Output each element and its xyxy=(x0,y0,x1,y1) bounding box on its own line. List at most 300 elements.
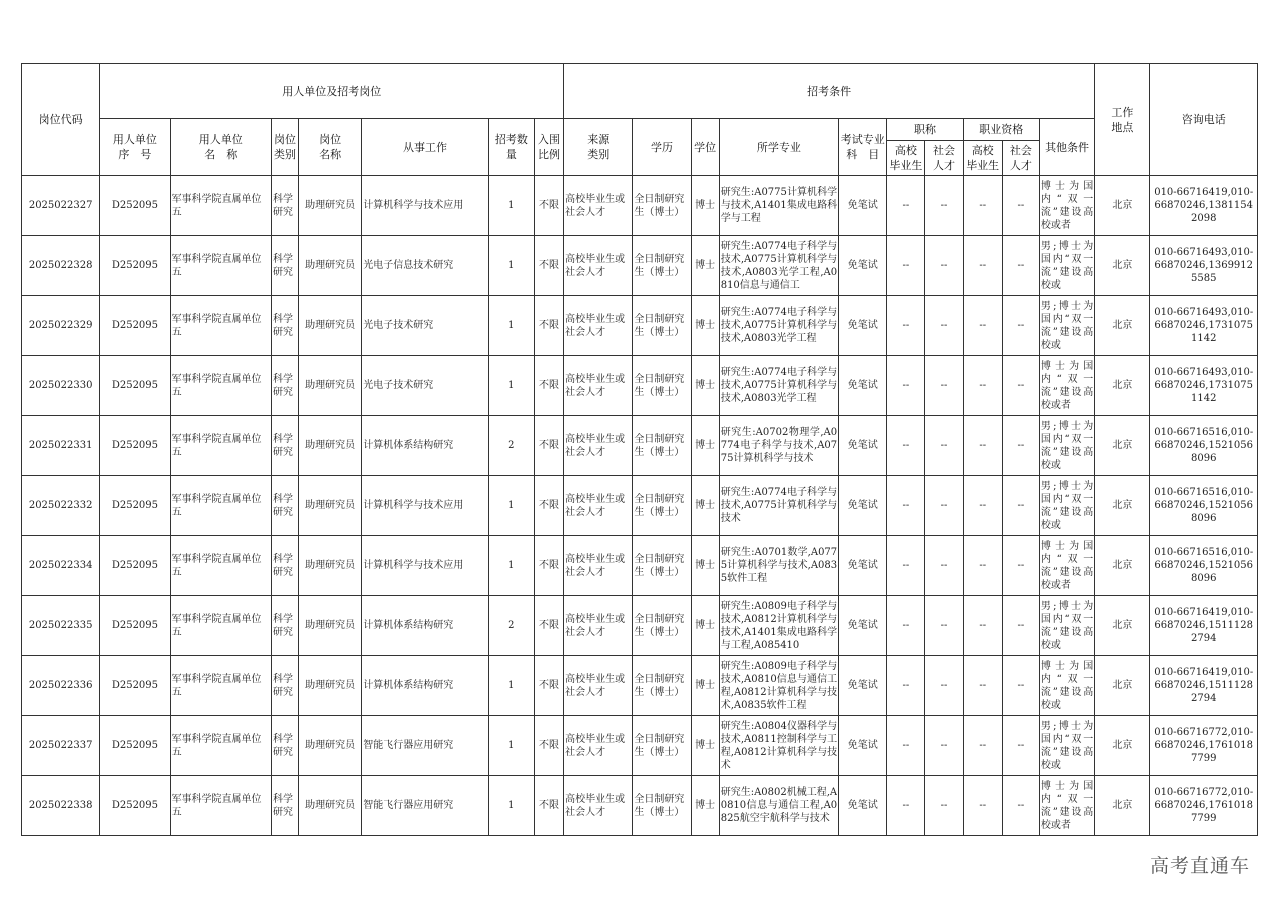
cell-exam xyxy=(839,776,887,836)
cell-phone-text: 010-66716493,010-66870246,17310751142 xyxy=(1154,307,1254,344)
cell-unit-name xyxy=(170,536,271,596)
cell-location-text: 北京 xyxy=(1112,500,1133,511)
cell-count xyxy=(488,176,534,236)
cell-work xyxy=(362,176,488,236)
cell-qual-graduate xyxy=(963,236,1002,296)
cell-degree xyxy=(691,356,719,416)
cell-source xyxy=(564,596,633,656)
cell-ratio-text: 不限 xyxy=(539,800,560,811)
cell-qual-social-text: -- xyxy=(1017,260,1025,271)
cell-count-text: 2 xyxy=(508,440,515,451)
cell-qual-graduate xyxy=(963,416,1002,476)
cell-post-type xyxy=(271,356,298,416)
cell-major-text: 研究生:A0774电子科学与技术,A0775计算机科学与技术,A0803光学工程,A0810信息与通信工 xyxy=(720,240,838,291)
cell-title-graduate-text: -- xyxy=(902,380,910,391)
cell-qual-social-text: -- xyxy=(1017,380,1025,391)
cell-post-type xyxy=(271,536,298,596)
cell-education-text: 全日制研究生（博士） xyxy=(634,373,685,398)
cell-major xyxy=(719,656,838,716)
cell-post-code-text: 2025022337 xyxy=(28,740,93,751)
cell-phone-text: 010-66716493,010-66870246,17310751142 xyxy=(1154,367,1254,404)
cell-qual-social-text: -- xyxy=(1017,800,1025,811)
cell-work xyxy=(362,236,488,296)
cell-source xyxy=(564,776,633,836)
cell-post-code-text: 2025022329 xyxy=(28,320,93,331)
cell-title-social xyxy=(925,716,963,776)
cell-post-name-text: 助理研究员 xyxy=(305,320,356,331)
cell-location-text: 北京 xyxy=(1112,440,1133,451)
cell-source-text: 高校毕业生或社会人才 xyxy=(565,493,626,518)
cell-title-social xyxy=(925,416,963,476)
cell-post-code xyxy=(22,416,100,476)
cell-post-type xyxy=(271,416,298,476)
cell-major-text: 研究生:A0804仪器科学与技术,A0811控制科学与工程,A0812计算机科学与技术 xyxy=(720,720,838,771)
cell-post-type-text: 科学研究 xyxy=(272,793,293,818)
cell-post-name xyxy=(299,716,362,776)
cell-qual-social xyxy=(1002,776,1039,836)
cell-count xyxy=(488,236,534,296)
cell-phone-text: 010-66716772,010-66870246,17610187799 xyxy=(1154,727,1254,764)
table-row xyxy=(22,596,1258,656)
cell-qual-social-text: -- xyxy=(1017,620,1025,631)
cell-major xyxy=(719,296,838,356)
cell-post-name xyxy=(299,356,362,416)
cell-title-social-text: -- xyxy=(940,800,948,811)
cell-work-text: 光电子技术研究 xyxy=(363,320,434,331)
cell-post-code-text: 2025022330 xyxy=(28,380,93,391)
cell-degree-text: 博士 xyxy=(695,680,716,691)
header-qualification-group: 职业资格 xyxy=(963,119,1039,141)
cell-location xyxy=(1095,296,1150,356)
cell-post-name-text: 助理研究员 xyxy=(305,560,356,571)
cell-work-text: 计算机科学与技术应用 xyxy=(363,200,464,211)
cell-unit-seq-text: D252095 xyxy=(111,740,159,751)
cell-title-graduate xyxy=(887,536,925,596)
cell-education xyxy=(633,656,691,716)
cell-ratio xyxy=(534,536,563,596)
cell-education-text: 全日制研究生（博士） xyxy=(634,793,685,818)
cell-qual-graduate xyxy=(963,656,1002,716)
cell-post-name-text: 助理研究员 xyxy=(305,440,356,451)
cell-qual-social-text: -- xyxy=(1017,560,1025,571)
cell-title-social-text: -- xyxy=(940,380,948,391)
cell-post-type xyxy=(271,716,298,776)
cell-qual-graduate xyxy=(963,176,1002,236)
table-row xyxy=(22,296,1258,356)
cell-phone xyxy=(1150,656,1258,716)
cell-qual-graduate-text: -- xyxy=(979,440,987,451)
cell-unit-name xyxy=(170,236,271,296)
cell-post-code-text: 2025022328 xyxy=(28,260,93,271)
cell-post-name-text: 助理研究员 xyxy=(305,680,356,691)
cell-post-name xyxy=(299,296,362,356)
cell-post-name xyxy=(299,776,362,836)
cell-education xyxy=(633,716,691,776)
header-title-social: 社会 人才 xyxy=(925,141,963,176)
cell-degree xyxy=(691,536,719,596)
cell-unit-seq-text: D252095 xyxy=(111,380,159,391)
cell-major xyxy=(719,596,838,656)
cell-other xyxy=(1039,296,1094,356)
cell-exam-text: 免笔试 xyxy=(847,560,878,571)
cell-ratio-text: 不限 xyxy=(539,380,560,391)
cell-qual-graduate-text: -- xyxy=(979,260,987,271)
cell-major-text: 研究生:A0702物理学,A0774电子科学与技术,A0775计算机科学与技术 xyxy=(720,427,838,464)
cell-post-code-text: 2025022332 xyxy=(28,500,93,511)
cell-title-graduate-text: -- xyxy=(902,560,910,571)
cell-education-text: 全日制研究生（博士） xyxy=(634,313,685,338)
cell-work-text: 光电子技术研究 xyxy=(363,380,434,391)
cell-ratio xyxy=(534,356,563,416)
cell-phone-text: 010-66716516,010-66870246,15210568096 xyxy=(1154,547,1254,584)
header-exam-subject: 考试专业 科 目 xyxy=(839,119,887,176)
cell-qual-graduate xyxy=(963,536,1002,596)
cell-exam-text: 免笔试 xyxy=(847,740,878,751)
cell-title-graduate-text: -- xyxy=(902,320,910,331)
cell-ratio-text: 不限 xyxy=(539,680,560,691)
watermark-logo-text: 高考直通车 xyxy=(1149,855,1250,877)
cell-unit-name-text: 军事科学院直属单位五 xyxy=(171,253,262,278)
cell-major xyxy=(719,176,838,236)
cell-other xyxy=(1039,356,1094,416)
cell-work xyxy=(362,416,488,476)
header-title-group: 职称 xyxy=(887,119,963,141)
cell-source xyxy=(564,536,633,596)
cell-phone-text: 010-66716493,010-66870246,13699125585 xyxy=(1154,247,1254,284)
cell-post-type xyxy=(271,176,298,236)
cell-phone xyxy=(1150,776,1258,836)
cell-post-name xyxy=(299,656,362,716)
cell-exam-text: 免笔试 xyxy=(847,380,878,391)
cell-exam-text: 免笔试 xyxy=(847,200,878,211)
cell-unit-name xyxy=(170,776,271,836)
cell-location-text: 北京 xyxy=(1112,620,1133,631)
cell-exam xyxy=(839,296,887,356)
cell-source xyxy=(564,476,633,536)
cell-location xyxy=(1095,476,1150,536)
cell-degree-text: 博士 xyxy=(695,740,716,751)
cell-major-text: 研究生:A0809电子科学与技术,A0812计算机科学与技术,A1401集成电路科学与工程,A085410 xyxy=(720,600,838,651)
cell-exam xyxy=(839,236,887,296)
cell-unit-name-text: 军事科学院直属单位五 xyxy=(171,613,262,638)
cell-title-social-text: -- xyxy=(940,260,948,271)
cell-phone xyxy=(1150,716,1258,776)
cell-qual-graduate-text: -- xyxy=(979,200,987,211)
cell-education-text: 全日制研究生（博士） xyxy=(634,493,685,518)
cell-degree xyxy=(691,236,719,296)
cell-work-text: 计算机体系结构研究 xyxy=(363,680,454,691)
cell-title-graduate-text: -- xyxy=(902,680,910,691)
cell-unit-name xyxy=(170,296,271,356)
cell-unit-name-text: 军事科学院直属单位五 xyxy=(171,433,262,458)
cell-post-name-text: 助理研究员 xyxy=(305,380,356,391)
cell-unit-seq xyxy=(100,356,170,416)
cell-post-type xyxy=(271,596,298,656)
cell-phone-text: 010-66716419,010-66870246,13811542098 xyxy=(1154,187,1254,224)
cell-degree xyxy=(691,476,719,536)
cell-education xyxy=(633,476,691,536)
cell-post-type-text: 科学研究 xyxy=(272,193,293,218)
cell-ratio xyxy=(534,296,563,356)
cell-post-code-text: 2025022327 xyxy=(28,200,93,211)
cell-unit-seq-text: D252095 xyxy=(111,680,159,691)
cell-work-text: 智能飞行器应用研究 xyxy=(363,740,454,751)
cell-qual-social xyxy=(1002,176,1039,236)
cell-location-text: 北京 xyxy=(1112,680,1133,691)
header-count: 招考数量 xyxy=(488,119,534,176)
cell-post-type-text: 科学研究 xyxy=(272,613,293,638)
cell-unit-seq-text: D252095 xyxy=(111,260,159,271)
cell-title-graduate-text: -- xyxy=(902,800,910,811)
cell-exam xyxy=(839,416,887,476)
cell-post-code xyxy=(22,536,100,596)
cell-degree-text: 博士 xyxy=(695,500,716,511)
cell-major xyxy=(719,716,838,776)
cell-degree-text: 博士 xyxy=(695,320,716,331)
cell-post-code-text: 2025022331 xyxy=(28,440,93,451)
cell-exam-text: 免笔试 xyxy=(847,260,878,271)
cell-qual-graduate-text: -- xyxy=(979,500,987,511)
cell-unit-seq xyxy=(100,656,170,716)
cell-education xyxy=(633,776,691,836)
cell-post-type xyxy=(271,656,298,716)
cell-location xyxy=(1095,416,1150,476)
cell-work xyxy=(362,716,488,776)
table-row xyxy=(22,776,1258,836)
cell-unit-seq xyxy=(100,176,170,236)
cell-work xyxy=(362,296,488,356)
cell-work-text: 计算机科学与技术应用 xyxy=(363,500,464,511)
cell-title-social xyxy=(925,296,963,356)
cell-education xyxy=(633,176,691,236)
cell-work-text: 计算机体系结构研究 xyxy=(363,440,454,451)
cell-major-text: 研究生:A0775计算机科学与技术,A1401集成电路科学与工程 xyxy=(720,187,838,224)
cell-work xyxy=(362,356,488,416)
cell-post-code xyxy=(22,296,100,356)
header-degree: 学位 xyxy=(691,119,719,176)
cell-phone-text: 010-66716516,010-66870246,15210568096 xyxy=(1154,427,1254,464)
cell-count xyxy=(488,476,534,536)
cell-phone xyxy=(1150,356,1258,416)
cell-major xyxy=(719,356,838,416)
cell-title-graduate xyxy=(887,356,925,416)
cell-education xyxy=(633,236,691,296)
cell-count-text: 1 xyxy=(508,560,515,571)
header-group-unit-post: 用人单位及招考岗位 xyxy=(100,64,564,119)
cell-ratio xyxy=(534,236,563,296)
cell-major xyxy=(719,236,838,296)
cell-title-social xyxy=(925,176,963,236)
cell-other xyxy=(1039,236,1094,296)
cell-exam-text: 免笔试 xyxy=(847,440,878,451)
cell-qual-graduate xyxy=(963,716,1002,776)
cell-exam xyxy=(839,596,887,656)
table-row xyxy=(22,416,1258,476)
header-qual-social: 社会 人才 xyxy=(1002,141,1039,176)
cell-title-social xyxy=(925,656,963,716)
cell-work xyxy=(362,476,488,536)
cell-other xyxy=(1039,776,1094,836)
cell-title-social-text: -- xyxy=(940,200,948,211)
cell-post-code xyxy=(22,476,100,536)
header-title-graduate: 高校 毕业生 xyxy=(887,141,925,176)
cell-location-text: 北京 xyxy=(1112,200,1133,211)
cell-unit-seq xyxy=(100,536,170,596)
cell-degree-text: 博士 xyxy=(695,440,716,451)
cell-major-text: 研究生:A0809电子科学与技术,A0810信息与通信工程,A0812计算机科学与技术,A0835软件工程 xyxy=(720,660,838,711)
cell-title-social-text: -- xyxy=(940,500,948,511)
cell-education-text: 全日制研究生（博士） xyxy=(634,733,685,758)
cell-post-name xyxy=(299,476,362,536)
cell-ratio xyxy=(534,776,563,836)
cell-ratio-text: 不限 xyxy=(539,620,560,631)
cell-qual-social xyxy=(1002,356,1039,416)
header-post-code: 岗位代码 xyxy=(22,64,100,176)
cell-unit-name-text: 军事科学院直属单位五 xyxy=(171,373,262,398)
cell-major-text: 研究生:A0701数学,A0775计算机科学与技术,A0835软件工程 xyxy=(720,547,838,584)
cell-source xyxy=(564,176,633,236)
cell-work-text: 智能飞行器应用研究 xyxy=(363,800,454,811)
cell-title-social-text: -- xyxy=(940,680,948,691)
cell-phone xyxy=(1150,176,1258,236)
cell-exam-text: 免笔试 xyxy=(847,320,878,331)
cell-ratio xyxy=(534,476,563,536)
cell-ratio xyxy=(534,416,563,476)
cell-ratio-text: 不限 xyxy=(539,260,560,271)
cell-qual-social xyxy=(1002,716,1039,776)
header-unit-seq: 用人单位 序 号 xyxy=(100,119,170,176)
cell-work-text: 光电子信息技术研究 xyxy=(363,260,454,271)
cell-source-text: 高校毕业生或社会人才 xyxy=(565,733,626,758)
cell-other-text: 博士为国内“双一流”建设高校或者 xyxy=(1040,180,1094,231)
recruitment-table-page xyxy=(21,63,1258,836)
table-row xyxy=(22,716,1258,776)
cell-unit-name-text: 军事科学院直属单位五 xyxy=(171,493,262,518)
cell-location xyxy=(1095,656,1150,716)
cell-major-text: 研究生:A0774电子科学与技术,A0775计算机科学与技术,A0803光学工程 xyxy=(720,367,838,404)
cell-post-type-text: 科学研究 xyxy=(272,553,293,578)
cell-qual-social-text: -- xyxy=(1017,500,1025,511)
cell-degree xyxy=(691,176,719,236)
cell-post-code-text: 2025022335 xyxy=(28,620,93,631)
cell-education xyxy=(633,536,691,596)
cell-count-text: 1 xyxy=(508,200,515,211)
cell-unit-name xyxy=(170,596,271,656)
cell-post-type-text: 科学研究 xyxy=(272,673,293,698)
cell-location-text: 北京 xyxy=(1112,740,1133,751)
cell-count xyxy=(488,656,534,716)
cell-count-text: 1 xyxy=(508,800,515,811)
cell-title-graduate xyxy=(887,476,925,536)
cell-other xyxy=(1039,476,1094,536)
cell-location-text: 北京 xyxy=(1112,260,1133,271)
cell-post-name xyxy=(299,536,362,596)
table-row xyxy=(22,536,1258,596)
cell-qual-social xyxy=(1002,596,1039,656)
cell-other xyxy=(1039,536,1094,596)
cell-source-text: 高校毕业生或社会人才 xyxy=(565,673,626,698)
cell-post-type-text: 科学研究 xyxy=(272,313,293,338)
cell-count xyxy=(488,716,534,776)
cell-unit-name xyxy=(170,716,271,776)
cell-other xyxy=(1039,656,1094,716)
cell-qual-graduate-text: -- xyxy=(979,320,987,331)
cell-unit-seq-text: D252095 xyxy=(111,200,159,211)
cell-other-text: 男;博士为国内“双一流”建设高校或 xyxy=(1040,480,1094,531)
cell-unit-name xyxy=(170,476,271,536)
cell-source xyxy=(564,416,633,476)
cell-title-social-text: -- xyxy=(940,620,948,631)
cell-title-graduate xyxy=(887,716,925,776)
cell-unit-name xyxy=(170,176,271,236)
cell-qual-graduate-text: -- xyxy=(979,800,987,811)
cell-other xyxy=(1039,176,1094,236)
cell-phone xyxy=(1150,476,1258,536)
cell-location xyxy=(1095,356,1150,416)
cell-degree xyxy=(691,296,719,356)
header-work-location: 工作 地点 xyxy=(1095,64,1150,176)
cell-exam xyxy=(839,716,887,776)
cell-title-social-text: -- xyxy=(940,740,948,751)
cell-degree xyxy=(691,416,719,476)
cell-title-graduate xyxy=(887,416,925,476)
cell-unit-name xyxy=(170,356,271,416)
cell-qual-social xyxy=(1002,536,1039,596)
cell-post-code-text: 2025022338 xyxy=(28,800,93,811)
cell-unit-name-text: 军事科学院直属单位五 xyxy=(171,793,262,818)
cell-title-social-text: -- xyxy=(940,560,948,571)
cell-source-text: 高校毕业生或社会人才 xyxy=(565,373,626,398)
cell-unit-seq xyxy=(100,296,170,356)
cell-phone xyxy=(1150,536,1258,596)
header-education: 学历 xyxy=(633,119,691,176)
cell-post-name-text: 助理研究员 xyxy=(305,740,356,751)
cell-source xyxy=(564,296,633,356)
cell-post-name-text: 助理研究员 xyxy=(305,200,356,211)
cell-title-social xyxy=(925,356,963,416)
cell-post-type-text: 科学研究 xyxy=(272,253,293,278)
cell-other xyxy=(1039,416,1094,476)
cell-count xyxy=(488,416,534,476)
cell-post-name xyxy=(299,416,362,476)
cell-location-text: 北京 xyxy=(1112,560,1133,571)
cell-post-type-text: 科学研究 xyxy=(272,373,293,398)
table-row xyxy=(22,176,1258,236)
cell-title-graduate xyxy=(887,656,925,716)
cell-source-text: 高校毕业生或社会人才 xyxy=(565,433,626,458)
cell-unit-name-text: 军事科学院直属单位五 xyxy=(171,193,262,218)
cell-title-graduate xyxy=(887,176,925,236)
cell-post-code-text: 2025022336 xyxy=(28,680,93,691)
cell-title-graduate-text: -- xyxy=(902,260,910,271)
cell-education xyxy=(633,596,691,656)
cell-education-text: 全日制研究生（博士） xyxy=(634,673,685,698)
cell-post-type-text: 科学研究 xyxy=(272,493,293,518)
cell-post-type xyxy=(271,776,298,836)
cell-count-text: 1 xyxy=(508,680,515,691)
cell-degree xyxy=(691,656,719,716)
cell-phone-text: 010-66716516,010-66870246,15210568096 xyxy=(1154,487,1254,524)
cell-major-text: 研究生:A0802机械工程,A0810信息与通信工程,A0825航空宇航科学与技术 xyxy=(720,787,838,824)
cell-ratio xyxy=(534,716,563,776)
cell-count-text: 1 xyxy=(508,380,515,391)
cell-count-text: 1 xyxy=(508,500,515,511)
cell-source xyxy=(564,716,633,776)
cell-source xyxy=(564,656,633,716)
cell-post-type-text: 科学研究 xyxy=(272,433,293,458)
table-row xyxy=(22,476,1258,536)
cell-count-text: 1 xyxy=(508,320,515,331)
